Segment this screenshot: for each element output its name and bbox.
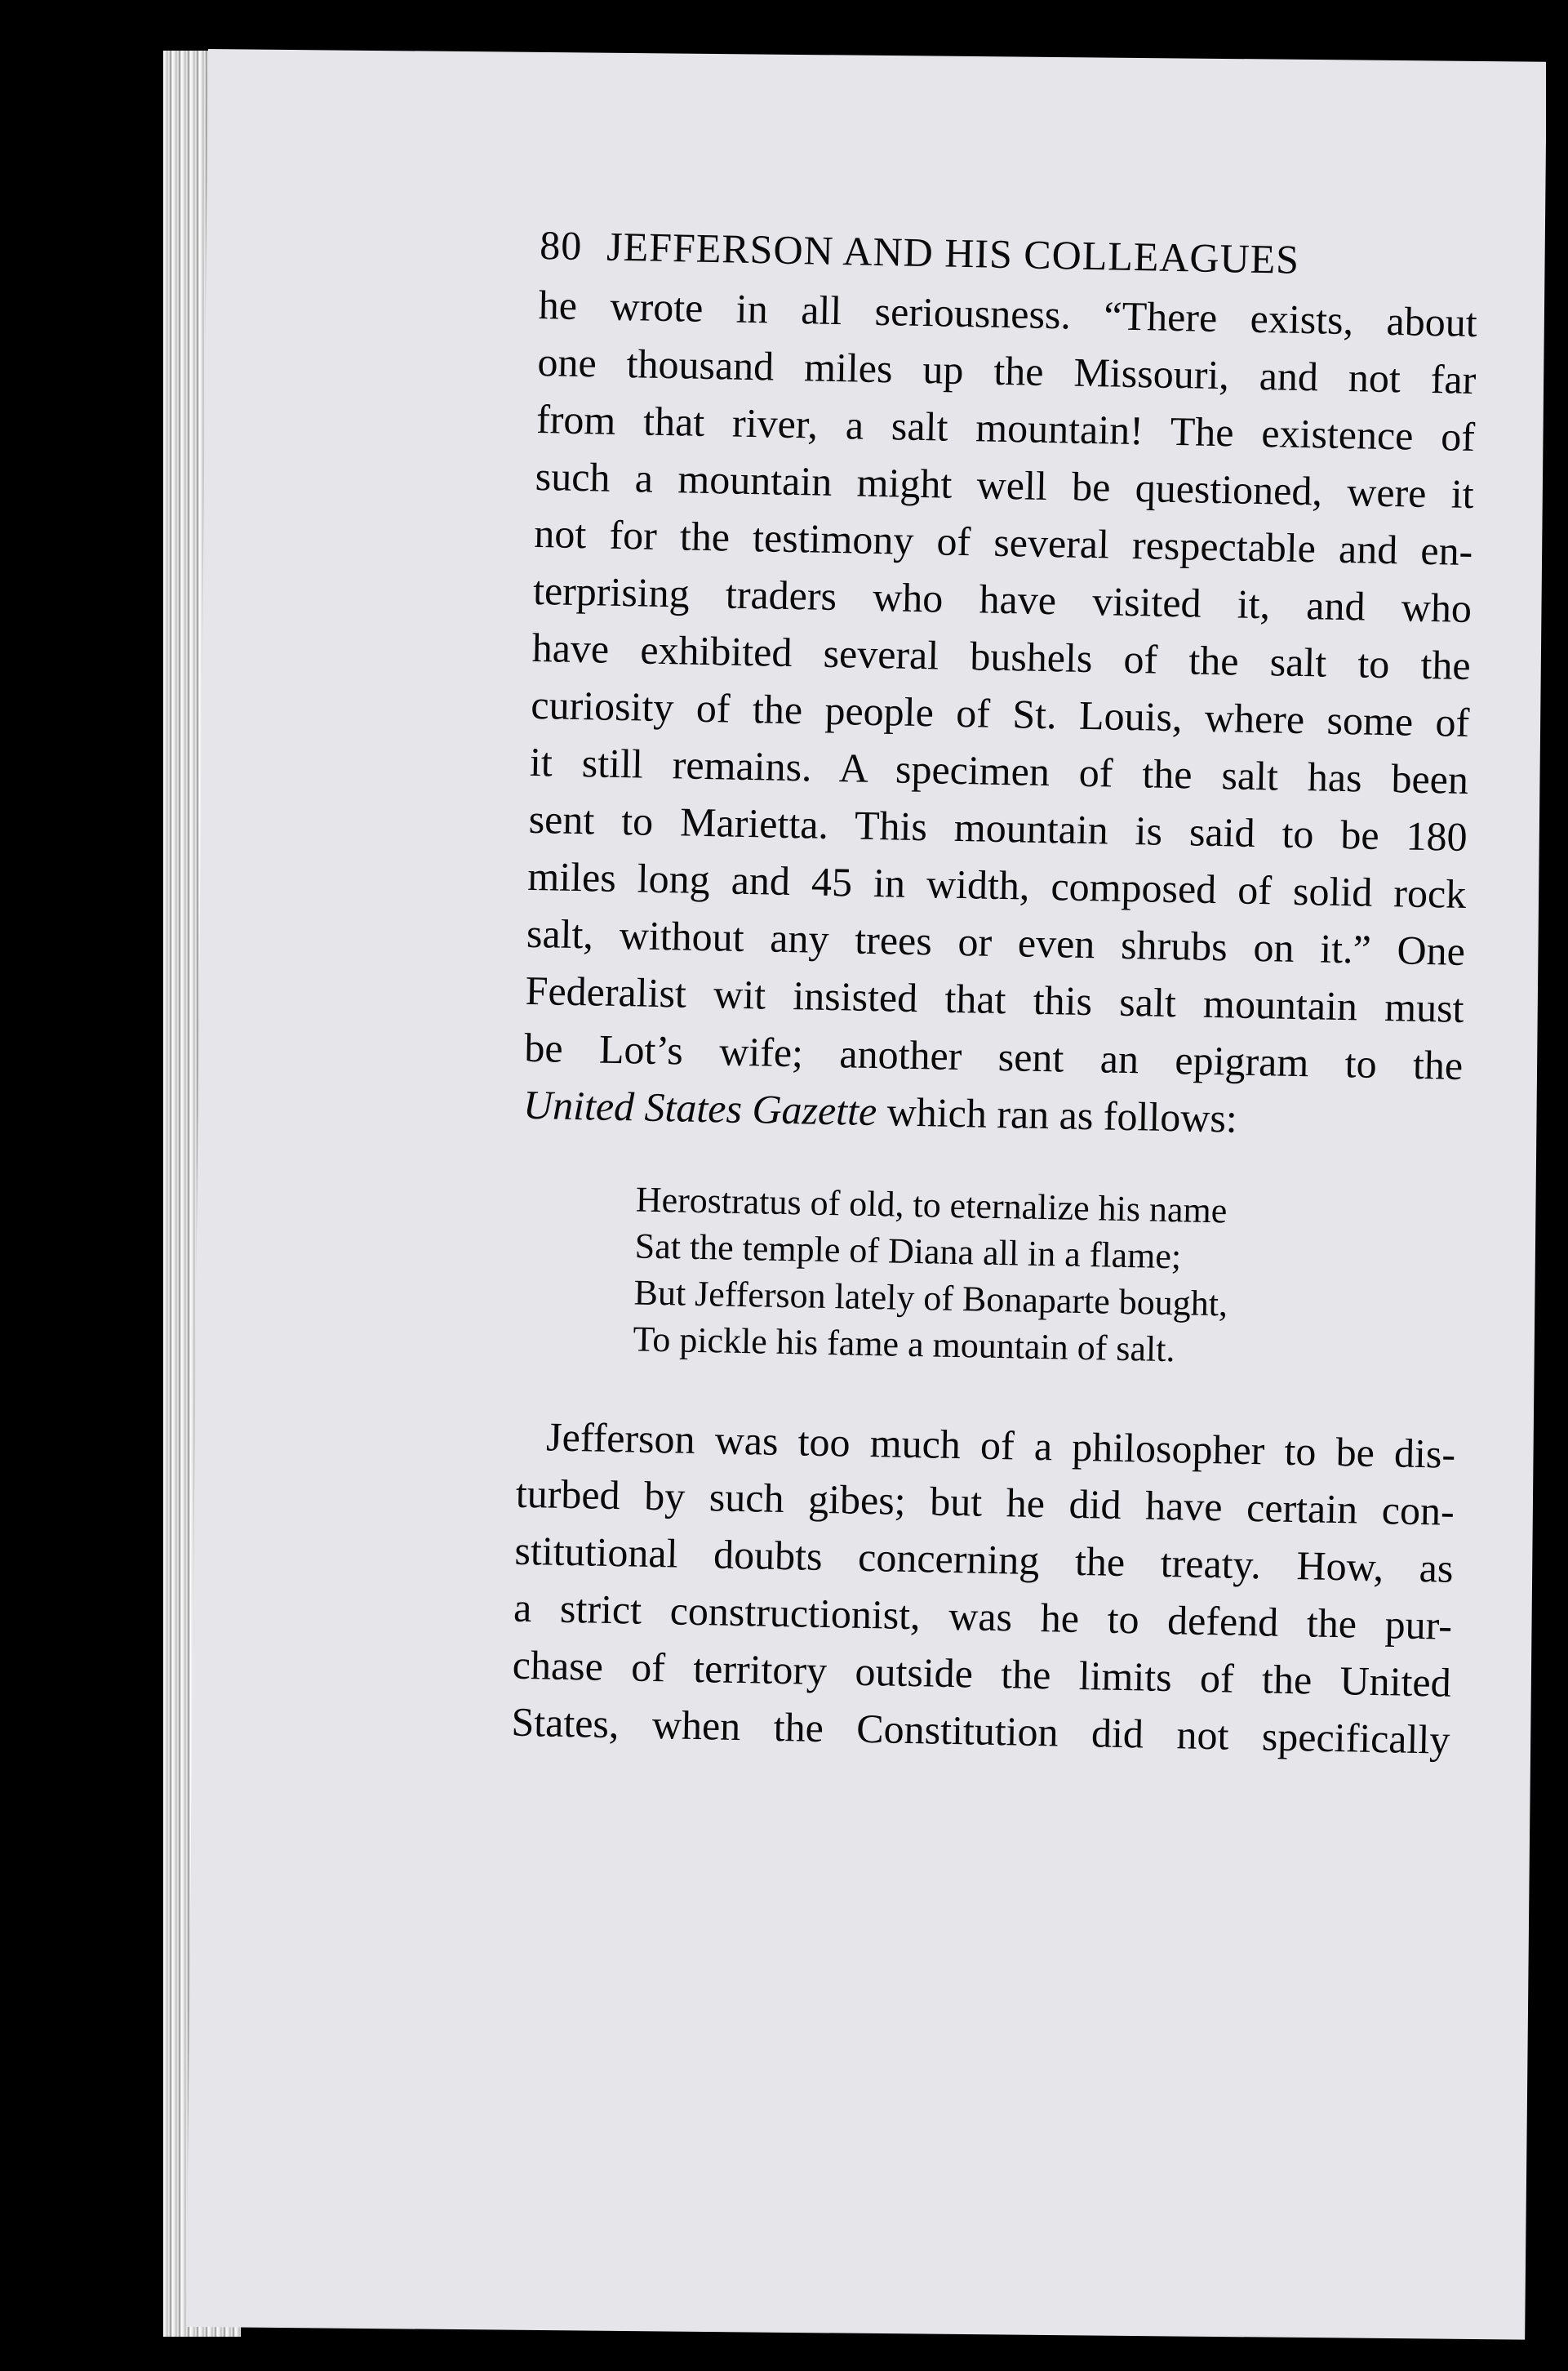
text-line: chase of territory outside the limits of the United: [512, 1641, 1452, 1706]
text-line: sent to Marietta. This mountain is said to be 180: [528, 795, 1468, 860]
page-content: [511, 214, 1479, 1768]
epigram-line: Sat the temple of Diana all in a flame;: [634, 1226, 1182, 1277]
text-line: States, when the Constitution did not specifically: [511, 1698, 1450, 1763]
epigram-line: But Jefferson lately of Bonaparte bought,: [633, 1272, 1228, 1324]
text-line: curiosity of the people of St. Louis, where some of: [530, 681, 1470, 745]
newspaper-title: United States Gazette: [522, 1081, 877, 1135]
text-line: miles long and 45 in width, composed of solid rock: [526, 852, 1467, 917]
text-line: Jefferson was too much of a philosopher to be dis-: [545, 1413, 1456, 1477]
text-line: Federalist wit insisted that this salt mountain must: [525, 967, 1465, 1031]
epigram: [633, 1176, 1460, 1377]
text-line-rest: which ran as follows:: [876, 1088, 1238, 1141]
page-number: 80: [539, 221, 583, 269]
paragraph-2: [511, 1408, 1456, 1768]
epigram-line: Herostratus of old, to eternalize his name: [635, 1179, 1228, 1231]
scan-border-right: [1546, 33, 1568, 2368]
text-line: a strict constructionist, was he to defend the pur-: [513, 1584, 1453, 1648]
text-line: salt, without any trees or even shrubs on it.” One: [526, 910, 1466, 974]
text-line: have exhibited several bushels of the salt to the: [531, 624, 1472, 688]
text-line: turbed by such gibes; but he did have certain con-: [515, 1470, 1455, 1534]
text-line: terprising traders who have visited it, and who: [532, 567, 1472, 631]
text-line: such a mountain might well be questioned, were it: [535, 452, 1475, 518]
text-line: it still remains. A specimen of the salt has been: [529, 738, 1469, 803]
text-line: he wrote in all seriousness. “There exists, about: [538, 281, 1478, 346]
text-line: stitutional doubts concerning the treaty. How, as: [514, 1527, 1454, 1591]
running-head-title: JEFFERSON AND HIS COLLEAGUES: [606, 223, 1300, 282]
text-line: one thousand miles up the Missouri, and not far: [536, 338, 1477, 403]
text-line: from that river, a salt mountain! The existence of: [535, 395, 1476, 460]
paragraph-1: [522, 276, 1477, 1151]
scan-border-bottom: [0, 2345, 1568, 2371]
text-line: not for the testimony of several respectable and en-: [533, 509, 1473, 574]
text-line: be Lot’s wife; another sent an epigram to the: [523, 1024, 1464, 1088]
epigram-line: To pickle his fame a mountain of salt.: [633, 1319, 1176, 1370]
